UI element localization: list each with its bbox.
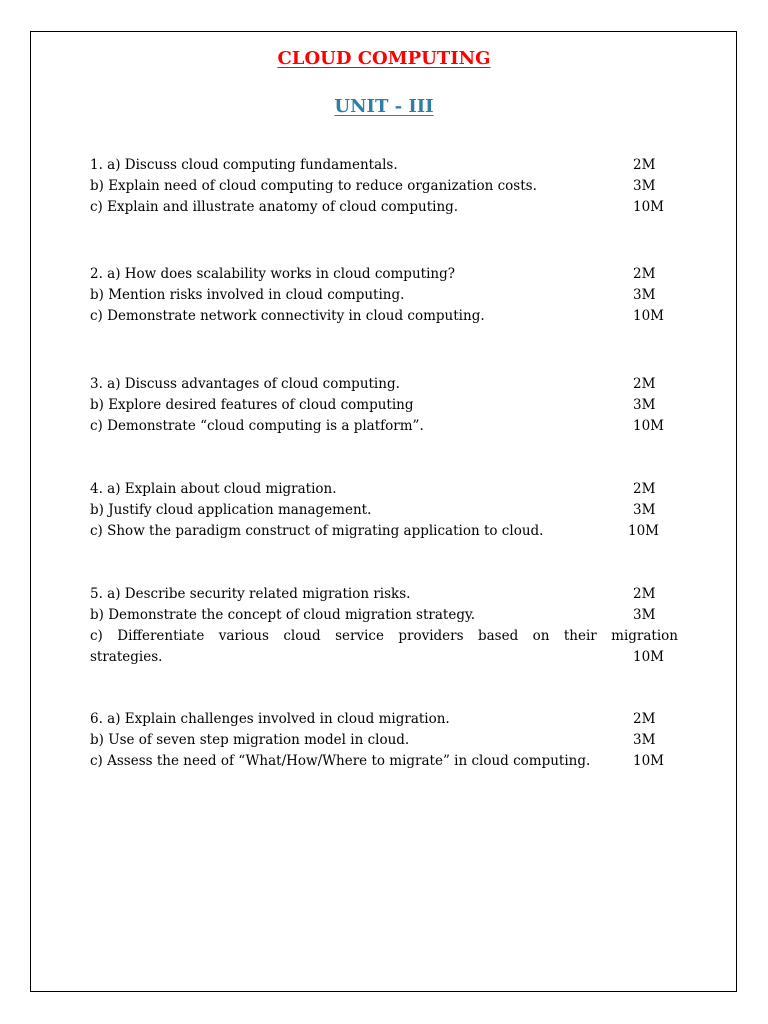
- question-marks: 2M: [633, 376, 656, 392]
- document-title: [0, 48, 768, 70]
- question-text: c) Show the paradigm construct of migrating application to cloud.: [90, 523, 544, 539]
- question-marks: 10M: [633, 199, 665, 215]
- question-text: c) Assess the need of “What/How/Where to migrate” in cloud computing.: [90, 753, 591, 769]
- unit-heading: [0, 96, 768, 118]
- question-marks: 10M: [628, 523, 660, 539]
- question-6: [90, 709, 678, 772]
- question-part: [90, 521, 678, 542]
- question-marks: 2M: [633, 481, 656, 497]
- question-text: c) Demonstrate “cloud computing is a platform”.: [90, 418, 424, 434]
- question-text: b) Use of seven step migration model in cloud.: [90, 732, 410, 748]
- question-text: b) Justify cloud application management.: [90, 502, 372, 518]
- question-3: [90, 374, 678, 437]
- question-marks: 10M: [633, 649, 665, 665]
- question-part: [90, 374, 678, 395]
- question-text: 5. a) Describe security related migration risks.: [90, 586, 411, 602]
- question-1: [90, 155, 678, 218]
- question-part: [90, 197, 678, 218]
- question-text: strategies.: [90, 649, 163, 665]
- question-5: [90, 584, 678, 668]
- question-part: [90, 285, 678, 306]
- question-marks: 10M: [633, 753, 665, 769]
- question-part: [90, 416, 678, 437]
- question-marks: 2M: [633, 586, 656, 602]
- question-part: [90, 176, 678, 197]
- question-part: [90, 626, 678, 647]
- question-part: [90, 155, 678, 176]
- question-part: [90, 306, 678, 327]
- question-text: 2. a) How does scalability works in cloud computing?: [90, 266, 455, 282]
- question-4: [90, 479, 678, 542]
- question-2: [90, 264, 678, 327]
- question-part: [90, 709, 678, 730]
- question-text: 3. a) Discuss advantages of cloud computing.: [90, 376, 400, 392]
- question-marks: 3M: [633, 287, 656, 303]
- question-marks: 10M: [633, 308, 665, 324]
- question-text: 1. a) Discuss cloud computing fundamentals.: [90, 157, 398, 173]
- question-text: b) Explain need of cloud computing to reduce organization costs.: [90, 178, 537, 194]
- question-text: c) Differentiate various cloud service providers based on their migration: [90, 628, 678, 644]
- question-text: c) Demonstrate network connectivity in cloud computing.: [90, 308, 485, 324]
- question-text: b) Explore desired features of cloud computing: [90, 397, 414, 413]
- question-marks: 3M: [633, 607, 656, 623]
- question-part: [90, 500, 678, 521]
- question-part: [90, 479, 678, 500]
- question-part-continuation: [90, 647, 678, 668]
- question-part: [90, 264, 678, 285]
- question-marks: 3M: [633, 178, 656, 194]
- question-marks: 3M: [633, 502, 656, 518]
- question-text: b) Mention risks involved in cloud computing.: [90, 287, 405, 303]
- question-marks: 10M: [633, 418, 665, 434]
- question-part: [90, 395, 678, 416]
- question-marks: 2M: [633, 266, 656, 282]
- question-marks: 3M: [633, 732, 656, 748]
- question-text: 4. a) Explain about cloud migration.: [90, 481, 337, 497]
- question-part: [90, 730, 678, 751]
- unit-heading-text: UNIT - III: [334, 96, 434, 117]
- question-marks: 2M: [633, 157, 656, 173]
- question-part: [90, 751, 678, 772]
- question-marks: 2M: [633, 711, 656, 727]
- document-title-text: CLOUD COMPUTING: [277, 48, 491, 69]
- question-marks: 3M: [633, 397, 656, 413]
- question-part: [90, 605, 678, 626]
- question-text: 6. a) Explain challenges involved in cloud migration.: [90, 711, 450, 727]
- question-part: [90, 584, 678, 605]
- question-text: c) Explain and illustrate anatomy of cloud computing.: [90, 199, 459, 215]
- question-text: b) Demonstrate the concept of cloud migration strategy.: [90, 607, 476, 623]
